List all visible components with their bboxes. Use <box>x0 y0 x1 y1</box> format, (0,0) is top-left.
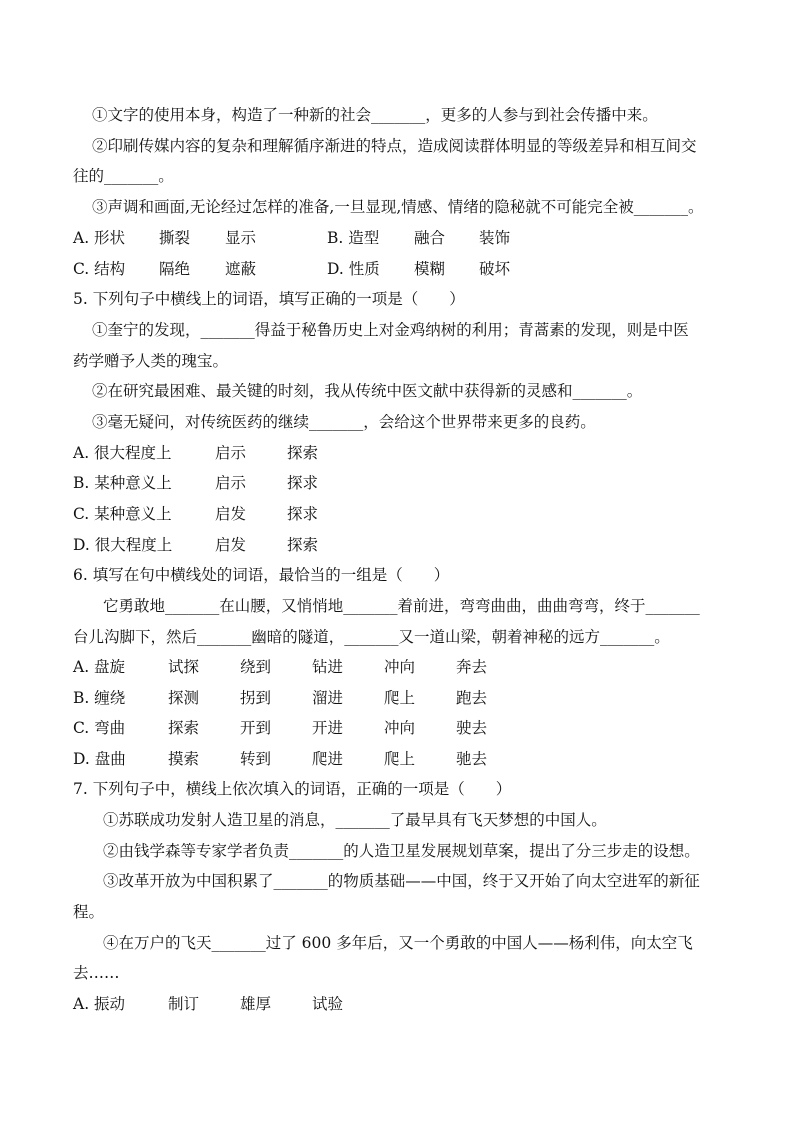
option-word: 显示 <box>225 229 257 247</box>
option-word: 装饰 <box>479 229 511 247</box>
q4-sentence-2-cont: 往的_______。 <box>73 167 174 185</box>
q6-stem: 6. 填写在句中横线处的词语，最恰当的一组是（ ） <box>73 566 450 584</box>
q4-sentence-1: ①文字的使用本身，构造了一种新的社会_______，更多的人参与到社会传播中来。 <box>92 106 658 124</box>
option-word: 制订 <box>168 995 200 1013</box>
option-word: 试探 <box>168 658 200 676</box>
option-word: 模糊 <box>414 260 446 278</box>
option-word: A. 形状 <box>73 229 126 247</box>
q7-stem: 7. 下列句子中，横线上依次填入的词语，正确的一项是（ ） <box>73 780 512 798</box>
option-word: 雄厚 <box>240 995 272 1013</box>
option-word: 融合 <box>414 229 446 247</box>
option-word: 钻进 <box>312 658 344 676</box>
option-word: 驰去 <box>456 750 488 768</box>
option-word: A. 振动 <box>73 995 126 1013</box>
q4-sentence-2: ②印刷传媒内容的复杂和理解循序渐进的特点，造成阅读群体明显的等级差异和相互间交 <box>92 137 697 155</box>
q5-sentence-1-cont: 药学赠予人类的瑰宝。 <box>73 352 229 370</box>
option-word: 探索 <box>287 536 319 554</box>
option-word: 爬进 <box>312 750 344 768</box>
option-word: 启发 <box>215 536 247 554</box>
q7-sentence-1: ①苏联成功发射人造卫星的消息，_______了最早具有飞天梦想的中国人。 <box>103 811 607 829</box>
option-word: 撕裂 <box>159 229 191 247</box>
option-word: C. 结构 <box>73 260 126 278</box>
option-word: 绕到 <box>240 658 272 676</box>
option-word: B. 造型 <box>327 229 380 247</box>
q4-sentence-3: ③声调和画面,无论经过怎样的准备,一旦显现,情感、情绪的隐秘就不可能完全被_______。 <box>92 198 704 216</box>
option-word: 开进 <box>312 719 344 737</box>
option-word: 探求 <box>287 505 319 523</box>
option-word: 遮蔽 <box>225 260 257 278</box>
option-word: 拐到 <box>240 689 272 707</box>
option-word: 冲向 <box>384 719 416 737</box>
q7-sentence-3: ③改革开放为中国积累了_______的物质基础——中国，终于又开始了向太空进军的新征 <box>103 872 700 890</box>
option-word: 启示 <box>215 474 247 492</box>
option-word: 爬上 <box>384 689 416 707</box>
option-word: 跑去 <box>456 689 488 707</box>
q5-stem: 5. 下列句子中横线上的词语，填写正确的一项是（ ） <box>73 290 465 308</box>
q5-sentence-3: ③毫无疑问，对传统医药的继续_______，会给这个世界带来更多的良药。 <box>92 413 596 431</box>
option-word: C. 某种意义上 <box>73 505 172 523</box>
q7-sentence-3-cont: 程。 <box>73 903 105 921</box>
option-word: 破坏 <box>479 260 511 278</box>
option-word: 探测 <box>168 689 200 707</box>
option-word: B. 某种意义上 <box>73 474 172 492</box>
q5-sentence-2: ②在研究最困难、最关键的时刻，我从传统中医文献中获得新的灵感和_______。 <box>92 382 643 400</box>
option-word: A. 盘旋 <box>73 658 126 676</box>
option-word: D. 盘曲 <box>73 750 126 768</box>
q5-sentence-1: ①奎宁的发现，_______得益于秘鲁历史上对金鸡纳树的利用；青蒿素的发现，则是中医 <box>92 321 689 339</box>
option-word: D. 性质 <box>327 260 380 278</box>
option-word: 探索 <box>287 444 319 462</box>
q7-sentence-4: ④在万户的飞天_______过了 600 多年后，又一个勇敢的中国人——杨利伟，向太空飞 <box>103 934 693 952</box>
option-word: 探求 <box>287 474 319 492</box>
option-word: B. 缠绕 <box>73 689 126 707</box>
q7-sentence-2: ②由钱学森等专家学者负责_______的人造卫星发展规划草案，提出了分三步走的设想。 <box>103 842 700 860</box>
option-word: 转到 <box>240 750 272 768</box>
q6-passage-2: 台儿沟脚下，然后_______幽暗的隧道，_______又一道山梁，朝着神秘的远方_______。 <box>73 628 670 646</box>
option-word: A. 很大程度上 <box>73 444 172 462</box>
q6-passage-1: 它勇敢地_______在山腰，又悄悄地_______着前进，弯弯曲曲，曲曲弯弯，终于_______ <box>103 597 700 615</box>
option-word: 开到 <box>240 719 272 737</box>
option-word: 奔去 <box>456 658 488 676</box>
option-word: C. 弯曲 <box>73 719 126 737</box>
option-word: 爬上 <box>384 750 416 768</box>
option-word: 摸索 <box>168 750 200 768</box>
option-word: D. 很大程度上 <box>73 536 173 554</box>
option-word: 冲向 <box>384 658 416 676</box>
option-word: 试验 <box>312 995 344 1013</box>
option-word: 探索 <box>168 719 200 737</box>
option-word: 隔绝 <box>159 260 191 278</box>
option-word: 启发 <box>215 505 247 523</box>
q7-sentence-4-cont: 去…… <box>73 964 120 982</box>
option-word: 驶去 <box>456 719 488 737</box>
option-word: 溜进 <box>312 689 344 707</box>
option-word: 启示 <box>215 444 247 462</box>
